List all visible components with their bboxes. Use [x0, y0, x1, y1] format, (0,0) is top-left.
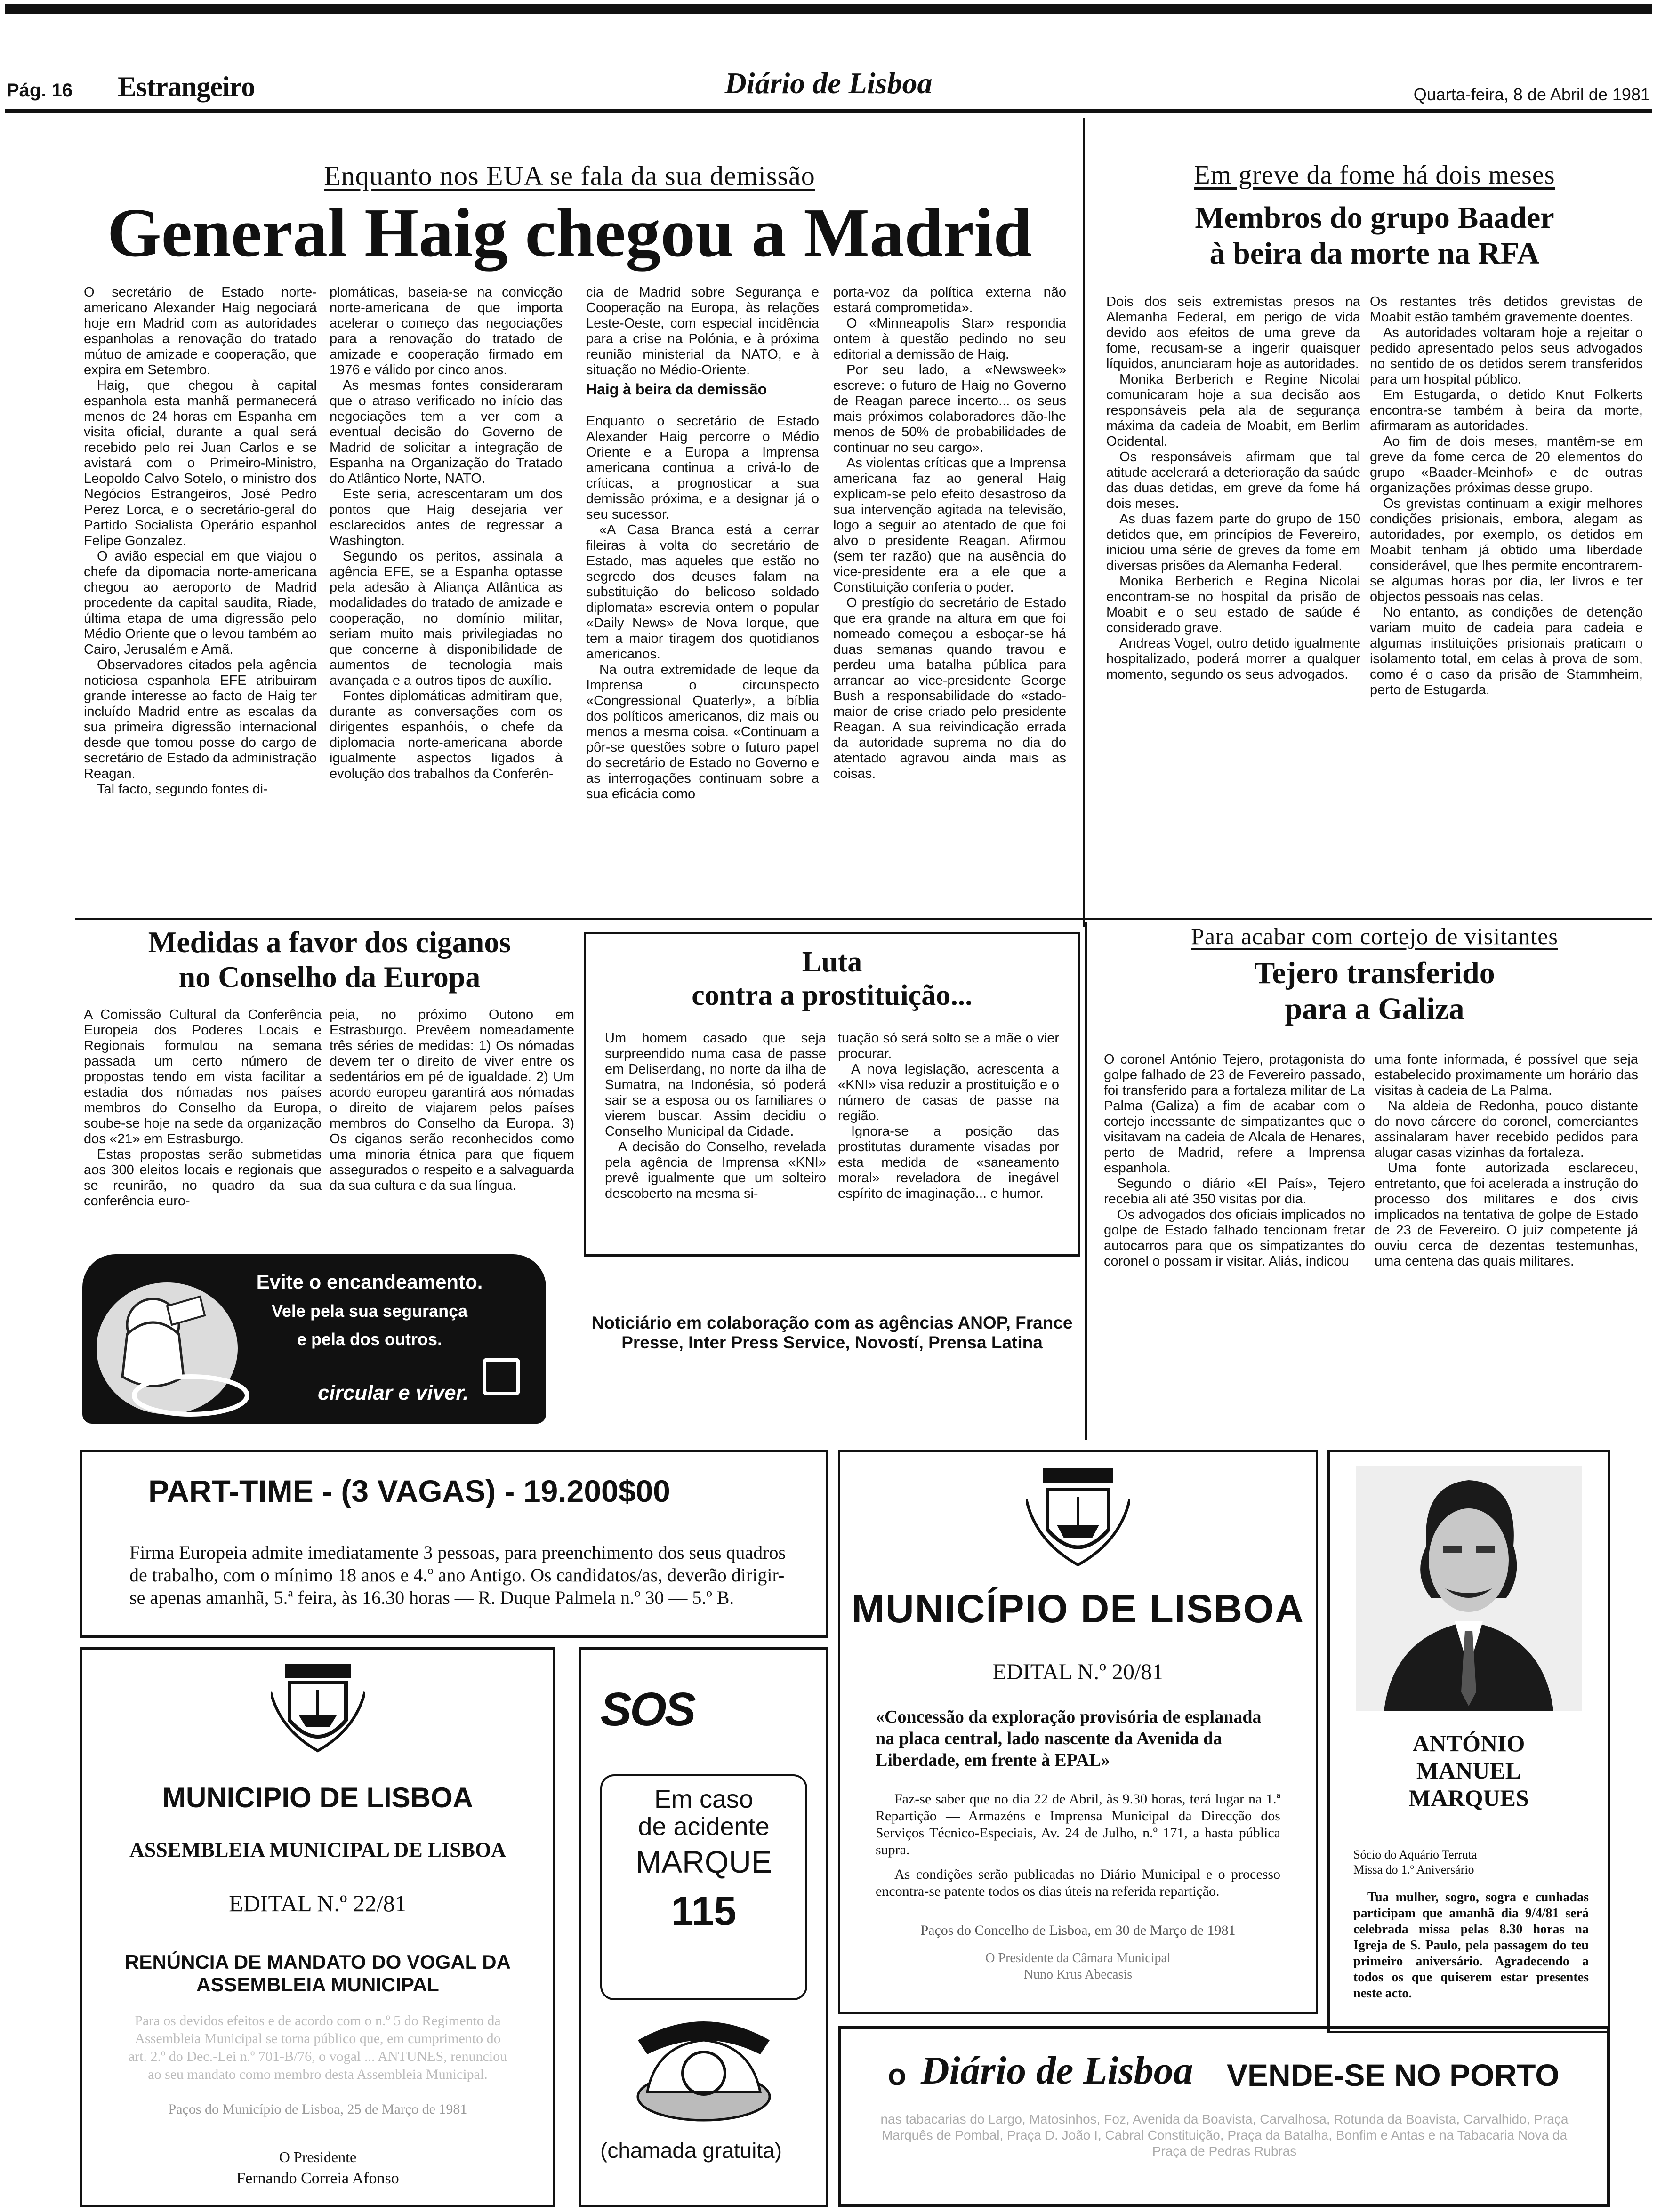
road-ad-line1: Evite o encandeamento.	[256, 1271, 483, 1293]
haig-paragraph: Haig, que chegou à capital espanhola esta manhã permanecerá menos de 24 horas em Espanha em visita oficial, durante a qual será recebido pelo rei Juan Carlos e se avistará com o Primeiro-Ministro, Leopoldo Calvo Sotelo, o ministro dos Negócios Estrangeiros, José Pedro Perez Lorca, e o secretário-geral do Partido Socialista Operário espanhol Felipe Gonzalez.	[84, 378, 317, 548]
baader-paragraph: As duas fazem parte do grupo de 150 detidos que, em princípios de Fevereiro, iniciou uma série de greves da fome em diversas prisões da Alemanha Federal.	[1106, 512, 1360, 573]
municipio-body1: Faz-se saber que no dia 22 de Abril, às 9.30 horas, terá lugar na 1.ª Repartição — Armazéns e Imprensa Municipal da Direcção dos Serviços Técnico-Especiais, Av. 24 de Julho, n.º 171, a hasta pública supra.	[876, 1791, 1280, 1858]
assembleia-faded-text: Para os devidos efeitos e de acordo com o n.º 5 do Regimento da Assembleia Municipal se torna público que, em cumprimento do art. 2.º do Dec.-Lei n.º 701-B/76, o vogal ... ANTUNES, renunciou ao seu mandato como membro desta Assembleia Municipal.	[128, 2013, 507, 2082]
assembleia-municipio: MUNICIPIO DE LISBOA	[162, 1782, 474, 1813]
haig-paragraph: Por seu lado, a «Newsweek» escreve: o futuro de Haig no Governo de Reagan parece incerto... os seus mais próximos colaboradores dão-lhe menos de 50% de probabilidades de continuar no seu cargo».	[833, 362, 1066, 455]
tejero-paragraph: Segundo o diário «El País», Tejero recebia ali até 350 visitas por dia.	[1104, 1176, 1365, 1207]
section-rule	[75, 918, 1652, 920]
tejero-column-2	[1375, 1052, 1638, 1457]
luta-box	[584, 932, 1080, 1257]
municipio-edital-ad	[838, 1450, 1318, 2014]
tejero-paragraph: O coronel António Tejero, protagonista do golpe falhado de 23 de Fevereiro passado, foi transferido para a fortaleza militar de La Palma (Galiza) a fim de acabar com o cortejo incessante de simpatizantes que o visitavam na cadeia de Alcala de Henares, perto de Madrid, refere a Imprensa espanhola.	[1104, 1052, 1365, 1176]
haig-paragraph: As mesmas fontes consideraram que o atraso verificado no início das negociações tem a ver com a eventual decisão do Governo de Madrid de solicitar a integração de Espanha na Organização do Tratado do Atlântico Norte, NATO.	[330, 378, 563, 486]
haig-column-1	[84, 285, 317, 911]
baader-headline-line: Membros do grupo Baader	[1195, 200, 1554, 235]
sos-title: SOS	[600, 1683, 694, 1736]
luta-column-1	[605, 1031, 826, 1252]
baader-paragraph: Os responsáveis afirmam que tal atitude acelerará a deterioração da saúde das duas detidas, em greve da fome há dois meses.	[1106, 449, 1360, 511]
municipio-sig-role: O Presidente da Câmara Municipal	[985, 1951, 1171, 1965]
masthead-rule	[5, 109, 1652, 113]
baader-paragraph: No entanto, as condições de detenção variam muito de cadeia para cadeia e algumas instituições prisionais praticam o isolamento total, em celas à prova de som, como é o caso da prisão de Stammheim, perto de Estugarda.	[1370, 605, 1643, 697]
haig-paragraph: O avião especial em que viajou o chefe da dipomacia norte-americana chegou ao aeroporto de Madrid procedente da capital saudita, Riade, última etapa de uma digressão pelo Médio Oriente que o levou também ao Cairo, Jerusalém e Amã.	[84, 549, 317, 657]
ciganos-column-1	[84, 1007, 322, 1252]
municipio-title: MUNICÍPIO DE LISBOA	[851, 1587, 1305, 1631]
baader-paragraph: Andreas Vogel, outro detido igualmente hospitalizado, poderá morrer a qualquer momento, segundo os seus advogados.	[1106, 636, 1360, 682]
parttime-body: Firma Europeia admite imediatamente 3 pessoas, para preenchimento dos seus quadros de trabalho, com o mínimo 18 anos e 4.º ano Antigo. Os candidatos/as, deverão dirigir-se apenas amanhã, 5.ª feira, às 16.30 horas — R. Duque Palmela n.º 30 — 5.º B.	[129, 1542, 786, 1608]
road-ad-slogan: circular e viver.	[318, 1381, 469, 1404]
haig-column-3	[586, 285, 819, 911]
issue-date: Quarta-feira, 8 de Abril de 1981	[1413, 85, 1650, 104]
haig-paragraph: Enquanto o secretário de Estado Alexander Haig percorre o Médio Oriente e a Europa a Imprensa americana continua a crivá-lo de críticas, a prognosticar a sua demissão próxima, e a designar já o seu sucessor.	[586, 414, 819, 522]
haig-paragraph: «A Casa Branca está a cerrar fileiras à volta do secretário de Estado, mas aqueles que estão no segredo dos deuses falam na substituição do belicoso soldado diplomata» escrevia ontem o popular «Daily News» de Nova Iorque, que tem a maior tiragem dos quotidianos americanos.	[586, 522, 819, 662]
assembleia-org: ASSEMBLEIA MUNICIPAL DE LISBOA	[129, 1838, 506, 1861]
sos-line2: de acidente	[638, 1812, 770, 1841]
road-ad-line3: e pela dos outros.	[297, 1330, 442, 1349]
sos-ad	[579, 1647, 828, 2207]
ciganos-headline	[75, 925, 584, 994]
obituary-name-line: MARQUES	[1408, 1785, 1529, 1811]
tejero-paragraph: Na aldeia de Redonha, pouco distante do novo cárcere do coronel, comerciantes assinalaram haver recebido pedidos para alugar casas vizinhas da fortaleza.	[1375, 1098, 1638, 1160]
lisbon-coat-of-arms-icon	[271, 1664, 365, 1753]
haig-column-2	[330, 285, 563, 911]
haig-paragraph: Na outra extremidade de leque da Imprensa o circunspecto «Congressional Quaterly», a bíblia dos políticos americanos, diz mais ou menos a mesma coisa. «Continuam a pôr-se questões sobre o futuro papel do secretário de Estado no Governo e as interrogações continuam sobre a sua eficácia como	[586, 662, 819, 801]
haig-paragraph: O «Minneapolis Star» respondia ontem à questão pedindo no seu editorial a demissão de Haig.	[833, 316, 1066, 362]
haig-subheading: Haig à beira da demissão	[586, 381, 767, 398]
tejero-headline-line: Tejero transferido	[1254, 956, 1495, 990]
baader-paragraph: Ao fim de dois meses, mantêm-se em greve da fome cerca de 20 elementos do grupo «Baader-Meinhof» e de outras organizações próximas desse grupo.	[1370, 434, 1643, 496]
obituary-body: Tua mulher, sogro, sogra e cunhadas participam que amanhã dia 9/4/81 será celebrada missa pelas 8.30 horas na Igreja de S. Paulo, pela passagem do teu primeiro aniversário. Agradecendo a todos os que quiserem estar presentes neste acto.	[1353, 1890, 1589, 2001]
luta-headline-line: contra a prostituição...	[692, 979, 973, 1012]
assembleia-edital: EDITAL N.º 22/81	[229, 1890, 407, 1916]
porto-prefix: o	[888, 2058, 907, 2092]
haig-paragraph: Observadores citados pela agência noticiosa espanhola EFE atribuiram grande interesse ao facto de Haig ter incluído Madrid entre as escalas da sua primeira digressão internacional desde que tomou posse do cargo de secretário de Estado da administração Reagan.	[84, 657, 317, 781]
baader-paragraph: As autoridades voltaram hoje a rejeitar o pedido apresentado pelos seus advogados no sentido de os detidos serem transferidos para um hospital público.	[1370, 325, 1643, 387]
obituary-name	[1330, 1730, 1608, 1811]
baader-column-2	[1370, 294, 1643, 915]
sos-number: 115	[671, 1889, 737, 1934]
haig-paragraph: Este seria, acrescentaram um dos pontos que Haig desejaria ver esclarecidos antes de regressar a Washington.	[330, 487, 563, 548]
baader-kicker: Em greve da fome há dois meses	[1194, 160, 1555, 190]
tejero-kicker: Para acabar com cortejo de visitantes	[1191, 923, 1558, 949]
baader-headline-line: à beira da morte na RFA	[1209, 236, 1540, 271]
luta-headline-line: Luta	[802, 946, 862, 978]
baader-paragraph: Em Estugarda, o detido Knut Folkerts encontra-se também à beira da morte, afirmaram as autoridades.	[1370, 387, 1643, 433]
column-divider	[1085, 922, 1087, 1440]
luta-paragraph: A nova legislação, acrescenta a «KNI» visa reduzir a prostituição e o número de casas de passe na região.	[838, 1062, 1059, 1123]
tejero-paragraph: uma fonte informada, é possível que seja estabelecido proximamente um horário das visitas à cadeia de La Palma.	[1375, 1052, 1638, 1098]
luta-paragraph: A decisão do Conselho, revelada pela agência de Imprensa «KNI» prevê igualmente que um solteiro descoberto na mesma si-	[605, 1139, 826, 1201]
haig-paragraph: cia de Madrid sobre Segurança e Cooperação na Europa, às relações Leste-Oeste, com especial incidência para a crise na Polónia, e à próxima reunião ministerial da NATO, e à situação no Médio-Oriente.	[586, 285, 819, 377]
telephone-icon	[628, 2007, 779, 2125]
lisbon-coat-of-arms-icon	[1026, 1468, 1130, 1567]
haig-paragraph: O secretário de Estado norte-americano Alexander Haig negociará hoje em Madrid com as autoridades espanholas a renovação do tratado mútuo de amizade e cooperação, que expira em Setembro.	[84, 285, 317, 377]
assembleia-ad	[80, 1647, 555, 2207]
municipio-sig-name: Nuno Krus Abecasis	[1023, 1967, 1133, 1982]
sos-note: (chamada gratuita)	[600, 2138, 782, 2163]
porto-sales-ad	[838, 2026, 1610, 2207]
municipio-place-date: Paços do Concelho de Lisboa, em 30 de Março de 1981	[920, 1923, 1236, 1938]
ciganos-paragraph: Estas propostas serão submetidas aos 300 eleitos locais e regionais que se reunirão, no quadro da sua conferência euro-	[84, 1147, 322, 1209]
luta-paragraph: tuação só será solto se a mãe o vier procurar.	[838, 1031, 1059, 1061]
municipio-edital: EDITAL N.º 20/81	[992, 1659, 1164, 1684]
baader-paragraph: Monika Berberich e Regina Nicolai encontram-se no hospital da prisão de Moabit e o seu estado de saúde é considerado grave.	[1106, 574, 1360, 635]
tejero-headline-line: para a Galiza	[1285, 991, 1464, 1026]
obituary-mass: Missa do 1.º Aniversário	[1353, 1863, 1474, 1876]
ciganos-headline-line: Medidas a favor dos ciganos	[148, 925, 511, 959]
road-sign-icon	[483, 1358, 520, 1395]
assembleia-signature: Fernando Correia Afonso	[236, 2170, 399, 2187]
road-ad-line2: Vele pela sua segurança	[271, 1301, 468, 1321]
tejero-paragraph: Os advogados dos oficiais implicados no golpe de Estado falhado tencionam fretar autocarros para que os simpatizantes do coronel o possam ir visitar. Aliás, indicou	[1104, 1207, 1365, 1269]
haig-paragraph: Tal facto, segundo fontes di-	[97, 782, 268, 797]
luta-paragraph: Um homem casado que seja surpreendido numa casa de passe em Deliserdang, no norte da ilha de Sumatra, na Indonésia, só poderá sair se a esposa ou os familiares o vierem buscar. Assim decidiu o Conselho Municipal da Cidade.	[605, 1031, 826, 1139]
haig-paragraph: O prestígio do secretário de Estado que era grande na altura em que foi nomeado começou a esboçar-se há duas semanas quando travou e perdeu uma batalha pública para arrancar ao vice-presidente George Bush a responsabilidade do «stado-maior de crise criado pelo presidente Reagan. A sua reivindicação errada da autoridade suprema no dia do atentado agravou ainda mais as coisas.	[833, 595, 1066, 781]
newspaper-logo: Diário de Lisboa	[724, 66, 933, 100]
luta-paragraph: Ignora-se a posição das prostitutas duramente visadas por esta medida de «saneamento moral» reveladora de inegável espírito de imaginação... e humor.	[838, 1124, 1059, 1201]
assembleia-subject: RENÚNCIA DE MANDATO DO VOGAL DA ASSEMBLEIA MUNICIPAL	[125, 1951, 511, 1996]
parttime-title: PART-TIME - (3 VAGAS) - 19.200$00	[148, 1474, 670, 1508]
baader-paragraph: Monika Berberich e Regine Nicolai comunicaram hoje a sua decisão aos responsáveis pela ala de segurança máxima da cadeia de Moabit, em Berlim Ocidental.	[1106, 372, 1360, 449]
porto-paper-logo: Diário de Lisboa	[921, 2049, 1193, 2092]
municipio-body2: As condições serão publicadas no Diário Municipal e o processo encontra-se patente todos os dias úteis na referida repartição.	[876, 1867, 1280, 1899]
ciganos-column-2	[330, 1007, 574, 1252]
obituary-name-line: MANUEL	[1416, 1757, 1521, 1784]
column-divider	[1083, 118, 1085, 927]
haig-headline: General Haig chegou a Madrid	[107, 194, 1032, 272]
baader-paragraph: Dois dos seis extremistas presos na Alemanha Federal, em perigo de vida devido aos efeitos de uma greve da fome, recusam-se a ingerir quaisquer líquidos, anunciaram hoje as autoridades.	[1106, 294, 1360, 371]
page-number: Pág. 16	[7, 80, 73, 101]
porto-places: nas tabacarias do Largo, Matosinhos, Foz, Avenida da Boavista, Carvalhosa, Rotunda da Boavista, Carvalhido, Praça Marquês de Pombal, Praça D. João I, Cabral Constituição, Praça da Batalha, Bonfim e Antas e na Tabacaria Nova da Praça de Pedras Rubras	[880, 2112, 1569, 2158]
ciganos-headline-line: no Conselho da Europa	[178, 960, 481, 994]
sos-bubble	[600, 1774, 807, 2000]
haig-paragraph: Fontes diplomáticas admitiram que, durante as conversações com os dirigentes espanhóis, o chefe da diplomacia norte-americana aborde igualmente aspectos ligados à evolução dos trabalhos da Conferên-	[330, 689, 563, 781]
agencies-credit: Noticiário em colaboração com as agências ANOP, France Presse, Inter Press Service, Novostí, Prensa Latina	[591, 1313, 1073, 1352]
section-label: Estrangeiro	[118, 71, 255, 102]
municipio-subject: «Concessão da exploração provisória de esplanada na placa central, lado nascente da Avenida da Liberdade, em frente à EPAL»	[876, 1707, 1262, 1770]
ciganos-paragraph: A Comissão Cultural da Conferência Europeia dos Poderes Locais e Regionais formulou na semana passada um certo número de propostas tendo em vista facilitar a estadia dos nómadas nos países membros do Conselho da Europa, soube-se hoje na sede da organização dos «21» em Estrasburgo.	[84, 1007, 322, 1146]
tejero-paragraph: Uma fonte autorizada esclareceu, entretanto, que foi acelerada a instrução do processo dos militares e dos civis implicados na tentativa de golpe de Estado de 23 de Fevereiro. O juiz competente já ouviu cerca de dezentas testemunhas, uma centena das quais militares.	[1375, 1161, 1638, 1269]
obituary-affiliation: Sócio do Aquário Terruta	[1353, 1848, 1477, 1861]
porto-headline: VENDE-SE NO PORTO	[1227, 2058, 1560, 2092]
haig-paragraph: porta-voz da política externa não estará comprometida».	[833, 285, 1066, 315]
tejero-column-1	[1104, 1052, 1365, 1457]
obituary-notice	[1327, 1450, 1610, 2033]
tejero-headline	[1092, 955, 1657, 1027]
road-safety-ad	[82, 1254, 546, 1424]
haig-kicker: Enquanto nos EUA se fala da sua demissão	[324, 160, 815, 191]
haig-paragraph: plomáticas, baseia-se na convicção norte-americana de que importa acelerar o começo das negociações para a renovação do tratado de amizade e cooperação firmado em 1976 e válido por cinco anos.	[330, 285, 563, 377]
baader-headline	[1097, 200, 1652, 272]
sos-line3: MARQUE	[635, 1844, 772, 1879]
sos-line1: Em caso	[654, 1785, 754, 1813]
haig-paragraph: As violentas críticas que a Imprensa americana faz ao general Haig explicam-se pelo efeito desastroso da sua intervenção agitada na televisão, logo a seguir ao atentado de que foi alvo o presidente Reagan. Afirmou (sem ter razão) que na ausência do vice-presidente era a ele que a Constituição conferia o poder.	[833, 456, 1066, 595]
portrait-photo	[1356, 1466, 1582, 1711]
baader-paragraph: Os grevistas continuam a exigir melhores condições prisionais, embora, alegam as autoridades, por exemplo, os detidos em Moabit tenham já obtido uma liberdade considerável, que lhes permite encontrarem-se algumas horas por dia, ler livros e ter objectos pessoais nas celas.	[1370, 496, 1643, 604]
luta-column-2	[838, 1031, 1059, 1252]
haig-paragraph: Segundo os peritos, assinala a agência EFE, se a Espanha optasse pela adesão à Aliança Atlântica as modalidades do tratado de amizade e cooperação, no domínio militar, seriam muito mais privilegiadas no que concerne à disponibilidade de aumentos de tecnologia mais avançada e a outros tipos de auxílio.	[330, 549, 563, 688]
obituary-name-line: ANTÓNIO	[1412, 1730, 1525, 1756]
haig-column-4	[833, 285, 1066, 911]
ciganos-paragraph: peia, no próximo Outono em Estrasburgo. Prevêem nomeadamente três séries de medidas: 1) Os nómadas devem ter o direito de viver entre os sedentários em pé de igualdade. 2) Um acordo europeu garantirá aos nómadas o direito de viajarem pelos países membros do Conselho da Europa. 3) Os ciganos serão reconhecidos como uma minoria étnica para que fiquem assegurados o respeito e a salvaguarda da sua cultura e da sua língua.	[330, 1007, 574, 1193]
luta-headline	[586, 946, 1078, 1013]
baader-column-1	[1106, 294, 1360, 915]
assembleia-place-date: Paços do Município de Lisboa, 25 de Março de 1981	[168, 2101, 467, 2117]
top-rule	[5, 4, 1652, 14]
baader-paragraph: Os restantes três detidos grevistas de Moabit estão também gravemente doentes.	[1370, 294, 1643, 325]
assembleia-presidente: O Presidente	[279, 2148, 357, 2165]
parttime-ad	[80, 1450, 828, 1638]
